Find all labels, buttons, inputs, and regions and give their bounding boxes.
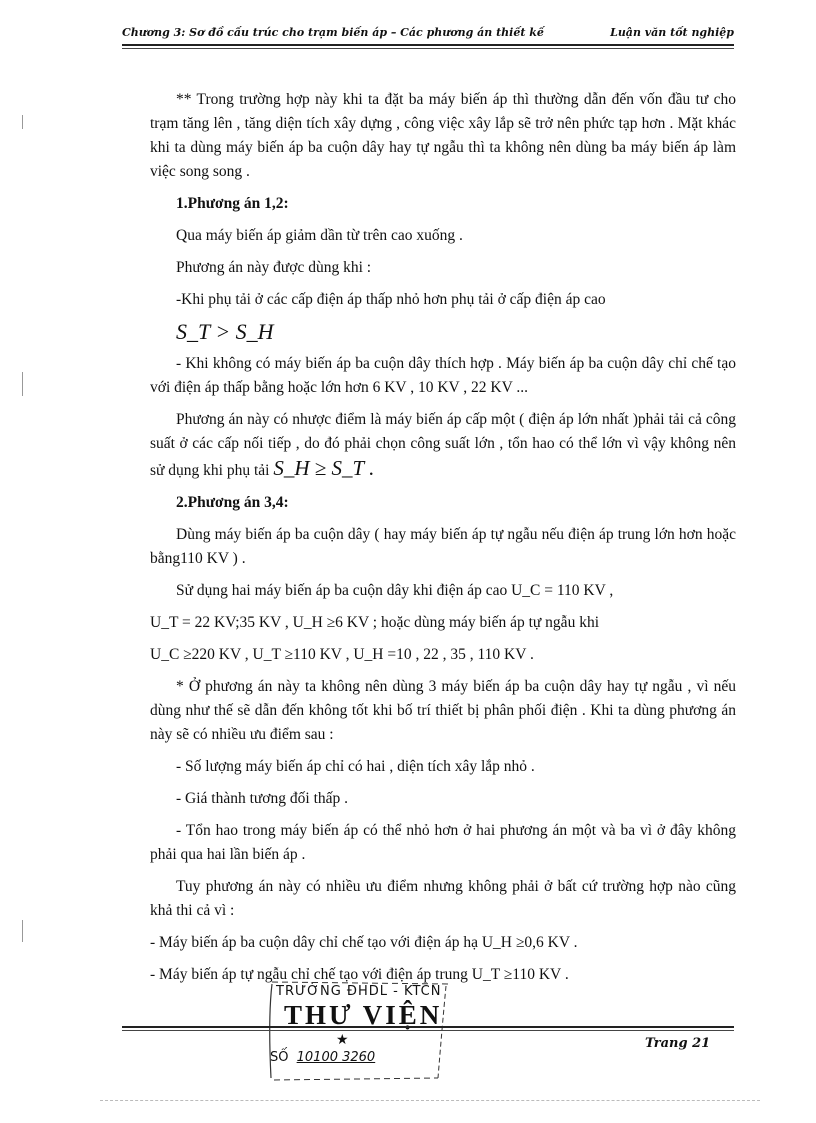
paragraph <box>150 579 736 603</box>
paragraph: Phương án này được dùng khi : <box>176 259 372 276</box>
chapter-title: Chương 3: Sơ đồ cấu trúc cho trạm biến áp – Các phương án thiết kế <box>122 26 544 39</box>
paragraph: - Khi không có máy biến áp ba cuộn dây thích hợp . Máy biến áp ba cuộn dây chỉ chế tạo với điện áp thấp bằng hoặc lớn hơn 6 KV , 10 KV , 22 KV ... <box>150 355 736 396</box>
footer-rule <box>122 1026 734 1028</box>
formula-st-gt-sh: S_T > S_H <box>176 319 274 344</box>
scan-margin-mark <box>22 372 23 396</box>
paragraph: Tuy phương án này có nhiều ưu điểm nhưng không phải ở bất cứ trường hợp nào cũng khả thi cả vì : <box>150 878 736 919</box>
paragraph: -Khi phụ tải ở các cấp điện áp thấp nhỏ hơn phụ tải ở cấp điện áp cao <box>176 291 606 308</box>
formula-uh: U_H ≥0,6 KV . <box>481 934 578 951</box>
paragraph <box>150 611 736 635</box>
list-item <box>150 931 736 955</box>
paragraph <box>150 408 736 483</box>
section-heading-1: 1.Phương án 1,2: <box>176 195 289 212</box>
stamp-number-value: 10100 3260 <box>296 1050 376 1065</box>
scan-margin-mark <box>22 920 23 942</box>
paragraph-text: - Máy biến áp ba cuộn dây chỉ chế tạo với điện áp hạ <box>150 934 478 951</box>
scan-margin-mark <box>22 115 23 129</box>
formula-uc: U_C = 110 KV , <box>511 582 614 599</box>
header-rule <box>122 44 734 46</box>
paragraph: * Ở phương án này ta không nên dùng 3 máy biến áp ba cuộn dây hay tự ngẫu , vì nếu dùng như thế sẽ dẫn đến không tốt khi bố trí thiết bị phân phối điện . Khi ta dùng phương án này sẽ có nhiều ưu điểm sau : <box>150 678 736 743</box>
body-text <box>150 88 736 995</box>
stamp-number-label: SỐ <box>270 1050 289 1065</box>
stamp-number <box>270 1050 375 1065</box>
paragraph-text: Sử dụng hai máy biến áp ba cuộn dây khi điện áp cao <box>176 582 508 599</box>
paragraph-text: Phương án này có nhược điểm là máy biến áp cấp một ( điện áp lớn nhất )phải tải cả công suất ở các cấp nối tiếp , do đó phải chọn công suất lớn , tổn hao có thể lớn vì vậy không nên sử dụng khi phụ tải <box>150 411 736 479</box>
list-item: - Giá thành tương đối thấp . <box>176 790 348 807</box>
footer-rule-thin <box>122 1030 734 1031</box>
formula-ut-uh: U_T = 22 KV;35 KV , U_H ≥6 KV ; <box>150 614 378 631</box>
list-item: - Tổn hao trong máy biến áp có thể nhỏ hơn ở hai phương án một và ba vì ở đây không phải qua hai lần biến áp . <box>150 822 736 863</box>
formula-sh-ge-st: S_H ≥ S_T . <box>273 456 375 480</box>
running-header <box>122 22 734 44</box>
list-item: - Số lượng máy biến áp chỉ có hai , diện tích xây lắp nhỏ . <box>176 758 535 775</box>
paragraph: Dùng máy biến áp ba cuộn dây ( hay máy biến áp tự ngẫu nếu điện áp trung lớn hơn hoặc bằng110 KV ) . <box>150 526 736 567</box>
stamp-school: TRƯỜNG ĐHDL - KTCN <box>276 984 442 999</box>
library-stamp <box>262 978 452 1084</box>
formula-ut: U_T ≥110 KV . <box>471 966 569 983</box>
stamp-library: THƯ VIỆN <box>284 1000 443 1030</box>
paragraph-text: - Máy biến áp tự ngẫu chỉ chế tạo với điện áp trung <box>150 966 468 983</box>
scan-edge-line <box>100 1100 760 1101</box>
thesis-label: Luận văn tốt nghiệp <box>610 26 734 39</box>
paragraph: Qua máy biến áp giảm dần từ trên cao xuống . <box>176 227 463 244</box>
intro-paragraph: ** Trong trường hợp này khi ta đặt ba máy biến áp thì thường dẫn đến vốn đầu tư cho trạm tăng lên , tăng diện tích xây dựng , công việc xây lắp sẽ trở nên phức tạp hơn . Mặt khác khi ta dùng máy biến áp ba cuộn dây hay tự ngẫu thì ta không nên dùng ba máy biến áp làm việc song song . <box>150 91 736 180</box>
page-number: Trang 21 <box>645 1036 711 1051</box>
section-heading-2: 2.Phương án 3,4: <box>176 494 289 511</box>
header-rule-thin <box>122 48 734 49</box>
paragraph-text: hoặc dùng máy biến áp tự ngẫu khi <box>380 614 599 631</box>
star-icon: ★ <box>336 1033 349 1048</box>
formula-line: U_C ≥220 KV , U_T ≥110 KV , U_H =10 , 22 , 35 , 110 KV . <box>150 646 534 663</box>
